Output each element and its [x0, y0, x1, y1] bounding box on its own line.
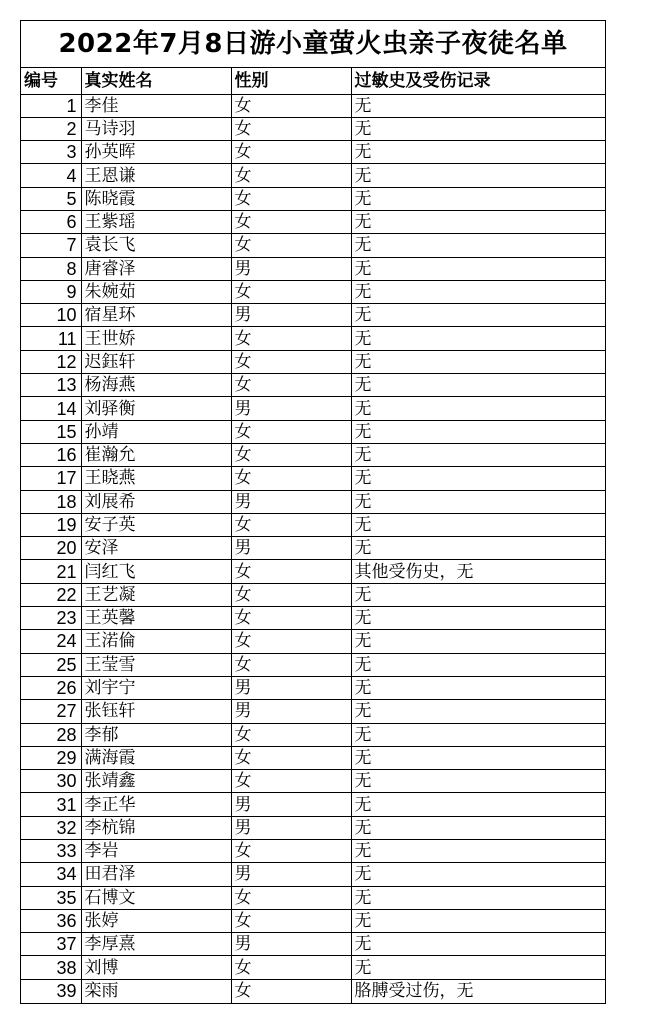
- row-allergy-injury: 无: [351, 490, 605, 513]
- row-number: 25: [21, 653, 81, 676]
- row-name: 孙英晖: [81, 141, 231, 164]
- row-name: 宿星环: [81, 304, 231, 327]
- row-allergy-injury: 无: [351, 723, 605, 746]
- row-name: 唐睿泽: [81, 257, 231, 280]
- row-allergy-injury: 无: [351, 816, 605, 839]
- row-gender: 女: [231, 280, 351, 303]
- row-number: 38: [21, 956, 81, 979]
- row-number: 12: [21, 350, 81, 373]
- row-number: 35: [21, 886, 81, 909]
- row-name: 袁长飞: [81, 234, 231, 257]
- row-gender: 男: [231, 863, 351, 886]
- row-allergy-injury: 无: [351, 863, 605, 886]
- row-allergy-injury: 胳膊受过伤，无: [354, 981, 474, 1002]
- row-number: 30: [21, 770, 81, 793]
- row-name: 李正华: [81, 793, 231, 816]
- row-name: 王艺凝: [81, 583, 231, 606]
- table-row: [21, 723, 605, 746]
- row-allergy-injury: 无: [351, 537, 605, 560]
- row-number: 31: [21, 793, 81, 816]
- row-gender: 女: [231, 746, 351, 769]
- row-gender: 男: [231, 490, 351, 513]
- row-number: 20: [21, 537, 81, 560]
- row-number: 21: [21, 560, 81, 583]
- row-allergy-injury: 无: [351, 583, 605, 606]
- row-gender: 女: [231, 560, 351, 583]
- row-allergy-injury: 无: [351, 304, 605, 327]
- row-allergy-injury: 无: [351, 467, 605, 490]
- row-allergy-injury: 无: [351, 94, 605, 117]
- row-allergy-injury: 无: [351, 933, 605, 956]
- table-row: [21, 956, 605, 979]
- row-name: 张靖鑫: [81, 770, 231, 793]
- row-allergy-injury: 无: [351, 607, 605, 630]
- row-number: 14: [21, 397, 81, 420]
- table-row: [21, 350, 605, 373]
- row-name: 王世娇: [81, 327, 231, 350]
- roster-body: [21, 94, 605, 1003]
- row-allergy-injury: 无: [351, 327, 605, 350]
- row-gender: 男: [231, 676, 351, 699]
- row-number: 37: [21, 933, 81, 956]
- row-allergy-injury: 无: [351, 280, 605, 303]
- table-row: [21, 700, 605, 723]
- table-row: [21, 537, 605, 560]
- row-name: 孙靖: [81, 420, 231, 443]
- table-row: [21, 164, 605, 187]
- row-number: 11: [21, 327, 81, 350]
- row-number: 15: [21, 420, 81, 443]
- row-gender: 女: [231, 607, 351, 630]
- row-gender: 女: [231, 840, 351, 863]
- row-allergy-injury: 无: [351, 443, 605, 466]
- table-row: [21, 234, 605, 257]
- row-name: 朱婉茹: [81, 280, 231, 303]
- table-row: [21, 490, 605, 513]
- table-row: [21, 770, 605, 793]
- row-gender: 女: [231, 583, 351, 606]
- page-title: 2022年7月8日游小童萤火虫亲子夜徒名单: [21, 21, 605, 68]
- row-allergy-injury: 无: [351, 257, 605, 280]
- row-name: 安泽: [81, 537, 231, 560]
- row-allergy-injury: 无: [351, 770, 605, 793]
- row-number: 22: [21, 583, 81, 606]
- row-allergy-injury: 无: [351, 793, 605, 816]
- row-name: 王英馨: [81, 607, 231, 630]
- table-row: [21, 304, 605, 327]
- row-number: 19: [21, 513, 81, 536]
- header-name: 真实姓名: [81, 68, 231, 94]
- row-name: 刘博: [81, 956, 231, 979]
- row-name: 石博文: [81, 886, 231, 909]
- table-row: [21, 210, 605, 233]
- row-gender: 男: [231, 257, 351, 280]
- table-row: [21, 630, 605, 653]
- row-allergy-injury: 无: [351, 141, 605, 164]
- table-row: [21, 653, 605, 676]
- row-allergy-injury: 无: [351, 117, 605, 140]
- row-allergy-injury: 无: [351, 630, 605, 653]
- row-number: 24: [21, 630, 81, 653]
- row-number: 16: [21, 443, 81, 466]
- row-name: 李郁: [81, 723, 231, 746]
- row-gender: 女: [231, 770, 351, 793]
- header-allergy-injury: 过敏史及受伤记录: [351, 68, 605, 94]
- row-gender: 女: [231, 443, 351, 466]
- row-number: 2: [21, 117, 81, 140]
- header-row: [21, 68, 605, 94]
- table-row: [21, 676, 605, 699]
- table-row: [21, 513, 605, 536]
- row-allergy-injury: 无: [351, 886, 605, 909]
- row-allergy-injury: 无: [351, 840, 605, 863]
- row-gender: 男: [231, 933, 351, 956]
- row-allergy-injury: 无: [351, 187, 605, 210]
- row-number: 32: [21, 816, 81, 839]
- row-name: 李杭锦: [81, 816, 231, 839]
- table-row: [21, 374, 605, 397]
- row-name: 刘宇宁: [81, 676, 231, 699]
- roster-sheet: [20, 20, 606, 1004]
- table-row: [21, 793, 605, 816]
- table-row: [21, 327, 605, 350]
- row-allergy-injury: 无: [351, 700, 605, 723]
- row-number: 8: [21, 257, 81, 280]
- table-row: [21, 583, 605, 606]
- row-name: 安子英: [81, 513, 231, 536]
- table-row: [21, 141, 605, 164]
- row-number: 34: [21, 863, 81, 886]
- row-gender: 男: [231, 304, 351, 327]
- header-gender: 性别: [231, 68, 351, 94]
- row-number: 6: [21, 210, 81, 233]
- header-number: 编号: [21, 68, 81, 94]
- row-gender: 女: [231, 723, 351, 746]
- table-row: [21, 187, 605, 210]
- row-number: 13: [21, 374, 81, 397]
- table-row: [21, 560, 605, 583]
- row-gender: 女: [231, 420, 351, 443]
- row-name: 李岩: [81, 840, 231, 863]
- row-number: 3: [21, 141, 81, 164]
- row-name: 王莹雪: [81, 653, 231, 676]
- row-name: 刘驿衡: [81, 397, 231, 420]
- row-name: 马诗羽: [81, 117, 231, 140]
- row-number: 39: [21, 979, 81, 1002]
- roster-table: [21, 68, 605, 1003]
- row-name: 陈晓霞: [81, 187, 231, 210]
- row-gender: 女: [231, 374, 351, 397]
- row-number: 17: [21, 467, 81, 490]
- row-name: 迟鈺轩: [81, 350, 231, 373]
- row-gender: 男: [231, 793, 351, 816]
- row-allergy-injury: 其他受伤史，无: [351, 560, 605, 583]
- table-row: [21, 443, 605, 466]
- row-name: 王晓燕: [81, 467, 231, 490]
- table-row: [21, 816, 605, 839]
- row-allergy-injury: 无: [351, 956, 605, 979]
- row-allergy-injury: 无: [351, 909, 605, 932]
- table-row: [21, 979, 605, 1002]
- row-allergy-injury: 无: [351, 350, 605, 373]
- row-gender: 女: [231, 909, 351, 932]
- row-name: 刘展希: [81, 490, 231, 513]
- table-row: [21, 420, 605, 443]
- row-gender: 女: [231, 117, 351, 140]
- row-gender: 女: [231, 210, 351, 233]
- row-gender: 女: [231, 94, 351, 117]
- row-number: 10: [21, 304, 81, 327]
- table-row: [21, 257, 605, 280]
- row-gender: 女: [231, 467, 351, 490]
- row-allergy-injury: 无: [351, 420, 605, 443]
- row-number: 28: [21, 723, 81, 746]
- table-row: [21, 397, 605, 420]
- row-name: 闫红飞: [81, 560, 231, 583]
- row-gender: 女: [231, 513, 351, 536]
- table-row: [21, 467, 605, 490]
- row-number: 4: [21, 164, 81, 187]
- table-row: [21, 863, 605, 886]
- row-allergy-injury: 无: [351, 210, 605, 233]
- row-gender: 男: [231, 700, 351, 723]
- row-gender: 女: [231, 327, 351, 350]
- row-gender: 女: [231, 164, 351, 187]
- row-number: 18: [21, 490, 81, 513]
- row-name: 田君泽: [81, 863, 231, 886]
- table-row: [21, 886, 605, 909]
- row-name: 李厚熹: [81, 933, 231, 956]
- table-row: [21, 280, 605, 303]
- row-name: 杨海燕: [81, 374, 231, 397]
- table-row: [21, 746, 605, 769]
- row-gender: 女: [231, 187, 351, 210]
- row-gender: 女: [231, 886, 351, 909]
- row-gender: 女: [231, 141, 351, 164]
- row-name: 张钰轩: [81, 700, 231, 723]
- row-gender: 女: [231, 979, 351, 1002]
- row-name: 张婷: [81, 909, 231, 932]
- row-gender: 女: [231, 653, 351, 676]
- row-number: 9: [21, 280, 81, 303]
- table-row: [21, 117, 605, 140]
- row-gender: 女: [231, 956, 351, 979]
- row-number: 23: [21, 607, 81, 630]
- row-number: 29: [21, 746, 81, 769]
- row-allergy-injury: 无: [351, 164, 605, 187]
- row-allergy-injury: 无: [351, 397, 605, 420]
- table-row: [21, 933, 605, 956]
- row-number: 5: [21, 187, 81, 210]
- row-allergy-injury: 无: [351, 676, 605, 699]
- row-gender: 女: [231, 630, 351, 653]
- row-number: 33: [21, 840, 81, 863]
- row-number: 27: [21, 700, 81, 723]
- row-gender: 男: [231, 537, 351, 560]
- row-name: 满海霞: [81, 746, 231, 769]
- row-number: 26: [21, 676, 81, 699]
- row-gender: 男: [231, 397, 351, 420]
- row-number: 1: [21, 94, 81, 117]
- row-name: 栾雨: [81, 979, 231, 1002]
- row-allergy-injury: 无: [351, 374, 605, 397]
- row-allergy-injury: 无: [351, 513, 605, 536]
- table-row: [21, 840, 605, 863]
- row-name: 崔瀚允: [81, 443, 231, 466]
- row-name: 王紫瑶: [81, 210, 231, 233]
- table-row: [21, 94, 605, 117]
- row-name: 王恩谦: [81, 164, 231, 187]
- row-gender: 男: [231, 816, 351, 839]
- row-gender: 女: [231, 234, 351, 257]
- row-name: 李佳: [81, 94, 231, 117]
- table-row: [21, 909, 605, 932]
- row-number: 7: [21, 234, 81, 257]
- row-allergy-injury: 无: [351, 653, 605, 676]
- row-allergy-injury: 无: [351, 746, 605, 769]
- row-name: 王渃倫: [81, 630, 231, 653]
- row-number: 36: [21, 909, 81, 932]
- table-row: [21, 607, 605, 630]
- row-gender: 女: [231, 350, 351, 373]
- row-allergy-injury: 无: [351, 234, 605, 257]
